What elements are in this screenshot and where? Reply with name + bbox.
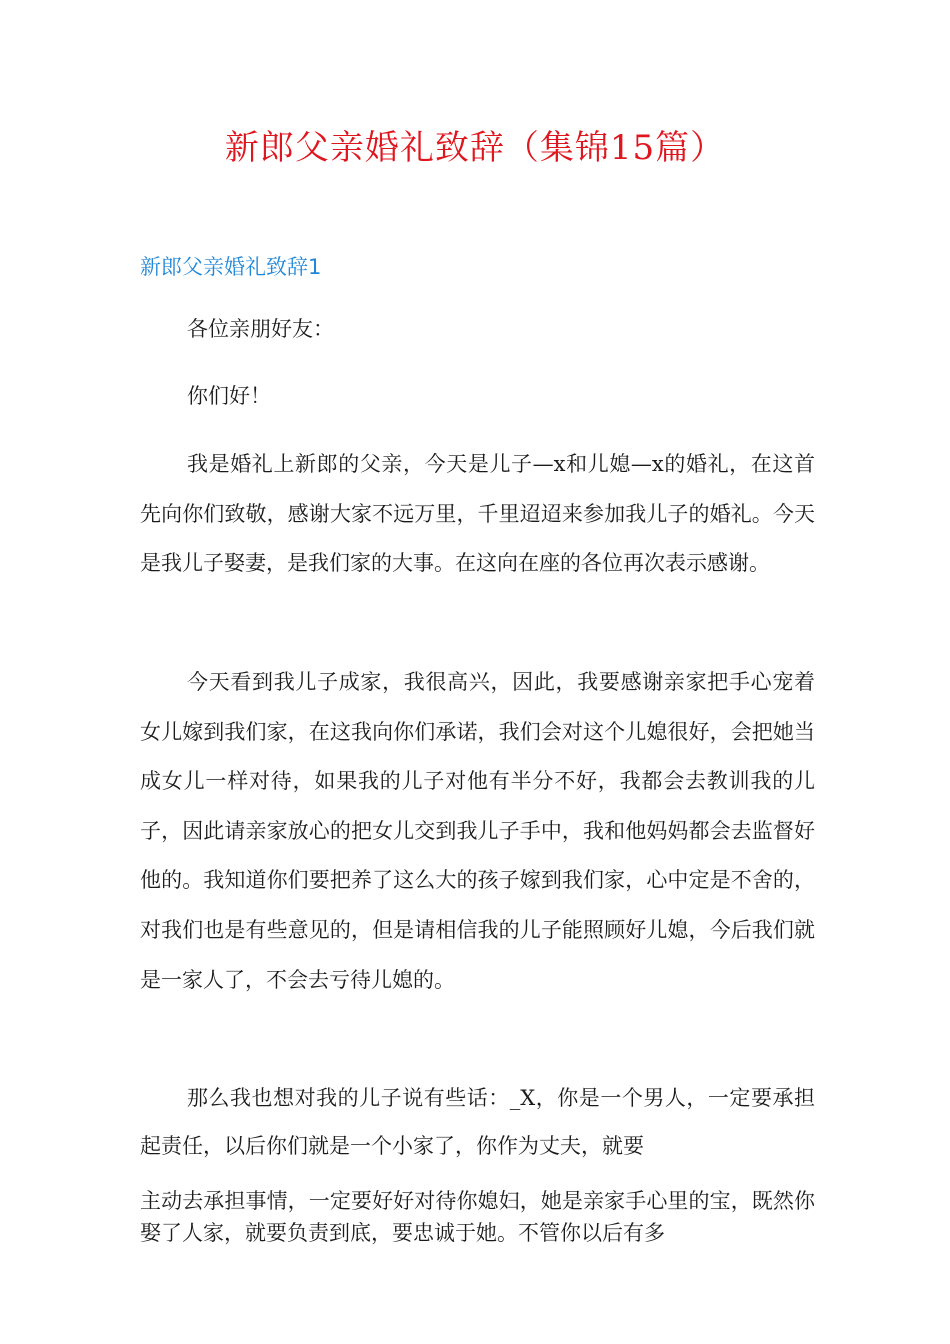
paragraph-promise: 今天看到我儿子成家，我很高兴，因此，我要感谢亲家把手心宠着女儿嫁到我们家，在这我向你们承诺，我们会对这个儿媳很好，会把她当成女儿一样对待，如果我的儿子对他有半分不好，我都会去教训我的儿子，因此请亲家放心的把女儿交到我儿子手中，我和他妈妈都会去监督好他的。我知道你们要把养了这么大的孩子嫁到我们家，心中定是不舍的，对我们也是有些意见的，但是请相信我的儿子能照顾好儿媳，今后我们就是一家人了，不会去亏待儿媳的。	[140, 670, 815, 992]
paragraph-to-son-continued: 主动去承担事情，一定要好好对待你媳妇，她是亲家手心里的宝，既然你娶了人家，就要负责到底，要忠诚于她。不管你以后有多	[140, 1189, 815, 1245]
paragraph-hello: 你们好！	[187, 384, 271, 408]
paragraph-introduction: 我是婚礼上新郎的父亲，今天是儿子—x和儿媳—x的婚礼，在这首先向你们致敬，感谢大家不远万里，千里迢迢来参加我儿子的婚礼。今天是我儿子娶妻，是我们家的大事。在这向在座的各位再次表示感谢。	[140, 452, 815, 576]
section-heading: 新郎父亲婚礼致辞1	[140, 255, 322, 279]
paragraph-to-son: 那么我也想对我的儿子说有些话：_X，你是一个男人，一定要承担起责任，以后你们就是一个小家了，你作为丈夫，就要	[140, 1086, 815, 1158]
paragraph-greeting: 各位亲朋好友：	[187, 317, 334, 341]
document-title: 新郎父亲婚礼致辞（集锦15篇）	[224, 128, 726, 168]
